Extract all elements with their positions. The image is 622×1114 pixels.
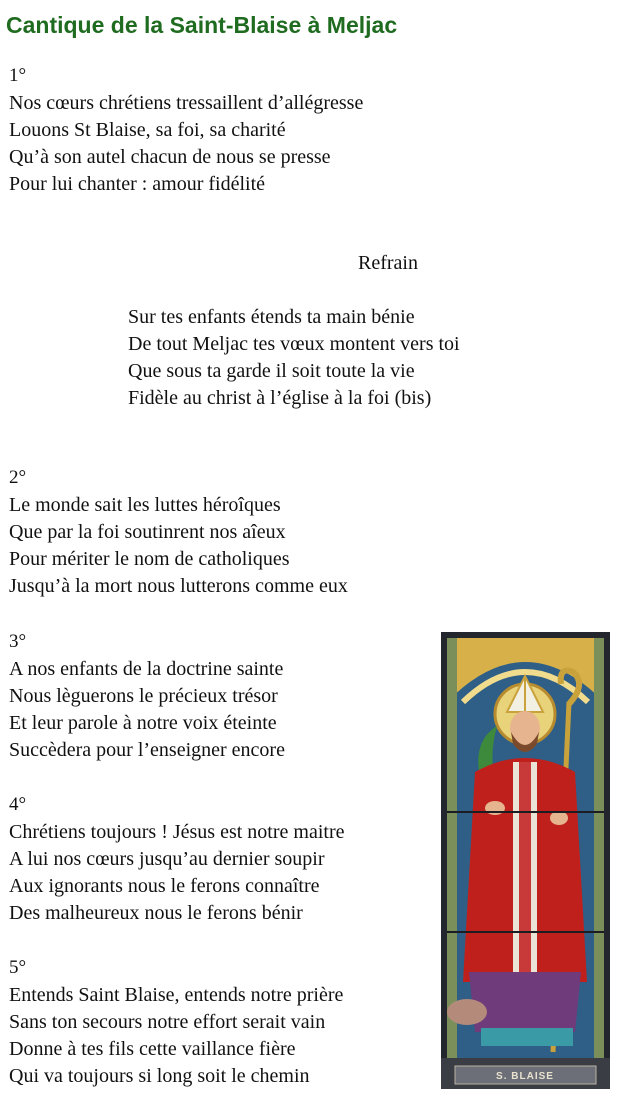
verse-line: Donne à tes fils cette vaillance fière xyxy=(9,1038,296,1060)
refrain xyxy=(128,304,460,412)
verse-line: Le monde sait les luttes héroîques xyxy=(9,494,281,516)
refrain-line: Que sous ta garde il soit toute la vie xyxy=(128,360,415,382)
verse-number: 5° xyxy=(9,957,27,978)
verse-line: A lui nos cœurs jusqu’au dernier soupir xyxy=(9,848,325,870)
verse-number: 2° xyxy=(9,467,27,488)
verse-line: Succèdera pour l’enseigner encore xyxy=(9,739,285,761)
verse-line: A nos enfants de la doctrine sainte xyxy=(9,658,284,680)
verse-1 xyxy=(9,64,363,198)
verse-line: Aux ignorants nous le ferons connaître xyxy=(9,875,320,897)
verse-line: Nos cœurs chrétiens tressaillent d’allégresse xyxy=(9,92,364,114)
verse-line: Qu’à son autel chacun de nous se presse xyxy=(9,146,331,168)
stained-glass-saint-blaise xyxy=(441,632,610,1089)
verse-5 xyxy=(9,956,343,1090)
verse-number: 3° xyxy=(9,631,27,652)
plaque-label: S. BLAISE xyxy=(496,1071,554,1082)
verse-line: Et leur parole à notre voix éteinte xyxy=(9,712,277,734)
verse-4 xyxy=(9,793,345,927)
verse-line: Entends Saint Blaise, entends notre prière xyxy=(9,984,344,1006)
refrain-line: Sur tes enfants étends ta main bénie xyxy=(128,306,415,328)
verse-line: Pour lui chanter : amour fidélité xyxy=(9,173,266,195)
verse-line: Sans ton secours notre effort serait vain xyxy=(9,1011,326,1033)
refrain-line: De tout Meljac tes vœux montent vers toi xyxy=(128,333,460,355)
verse-line: Pour mériter le nom de catholiques xyxy=(9,548,290,570)
verse-line: Qui va toujours si long soit le chemin xyxy=(9,1065,310,1087)
verse-line: Que par la foi soutinrent nos aîeux xyxy=(9,521,286,543)
verse-line: Jusqu’à la mort nous lutterons comme eux xyxy=(9,575,348,597)
verse-3 xyxy=(9,630,285,764)
verse-number: 1° xyxy=(9,65,27,86)
verse-line: Chrétiens toujours ! Jésus est notre maitre xyxy=(9,821,345,843)
refrain-line: Fidèle au christ à l’église à la foi (bis) xyxy=(128,387,432,409)
verse-line: Louons St Blaise, sa foi, sa charité xyxy=(9,119,286,141)
refrain-label: Refrain xyxy=(358,252,418,274)
stained-glass-illustration xyxy=(441,632,610,1089)
verse-2 xyxy=(9,466,348,600)
verse-number: 4° xyxy=(9,794,27,815)
page-title: Cantique de la Saint-Blaise à Meljac xyxy=(6,12,398,38)
verse-line: Des malheureux nous le ferons bénir xyxy=(9,902,303,924)
verse-line: Nous lèguerons le précieux trésor xyxy=(9,685,278,707)
